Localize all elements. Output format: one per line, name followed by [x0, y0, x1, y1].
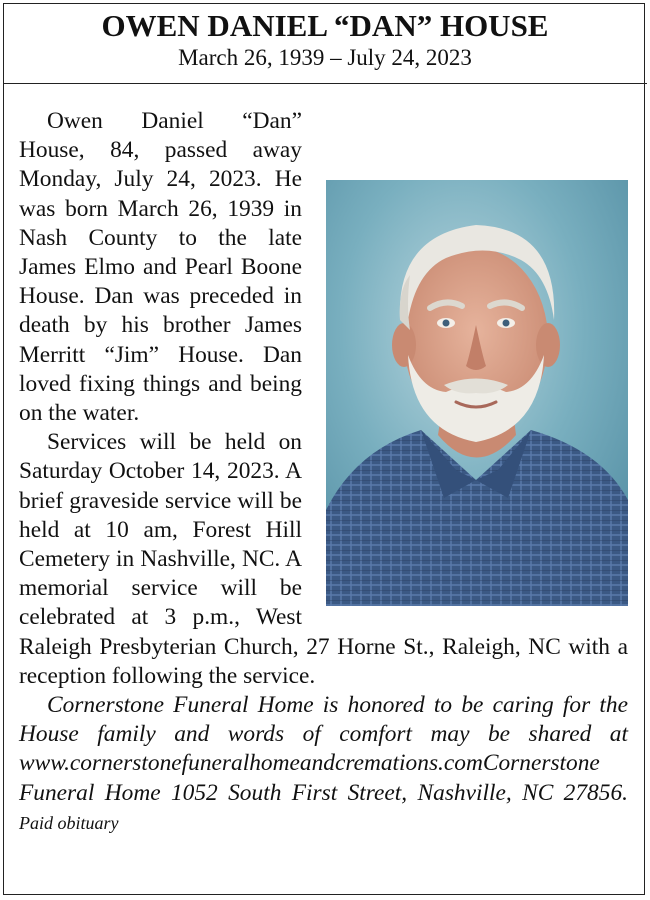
- obituary-header: [0, 8, 650, 72]
- obituary-title: OWEN DANIEL “DAN” HOUSE: [101, 8, 549, 43]
- header-divider: [3, 83, 647, 84]
- obituary-paragraph-intro: Owen Daniel “Dan” House, 84, passed away Monday, July 24, 2023. He was born March 26, 1939 in Nash County to the late James Elmo and Pearl Boone House. Dan was preceded in death by his brother James Merritt “Jim” House. Dan loved fixing things and being on the water.: [19, 108, 302, 427]
- obituary-paragraph-services: Services will be held on Saturday October 14, 2023. A brief graveside service will be held at 10 am, Forest Hill Cemetery in Nashville, NC. A memorial service will be celebrated at 3 p.m., West Raleigh Presbyterian Church, 27 Horne St., Raleigh, NC with a reception following the service.: [19, 429, 628, 689]
- obituary-body: [19, 107, 628, 838]
- portrait-photo: [326, 180, 628, 606]
- obituary-paragraph-funeral-home: [19, 691, 628, 838]
- portrait-illustration: [326, 180, 628, 606]
- life-dates: March 26, 1939 – July 24, 2023: [178, 45, 472, 70]
- funeral-home-text: Cornerstone Funeral Home is honored to be caring for the House family and words of comfort may be shared at www.cornerstonefuneralhomeandcremations.comCornerstone Funeral Home 1052 South First Street, Nashville, NC 27856.: [19, 692, 628, 806]
- paid-obituary-label: Paid obituary: [19, 812, 119, 833]
